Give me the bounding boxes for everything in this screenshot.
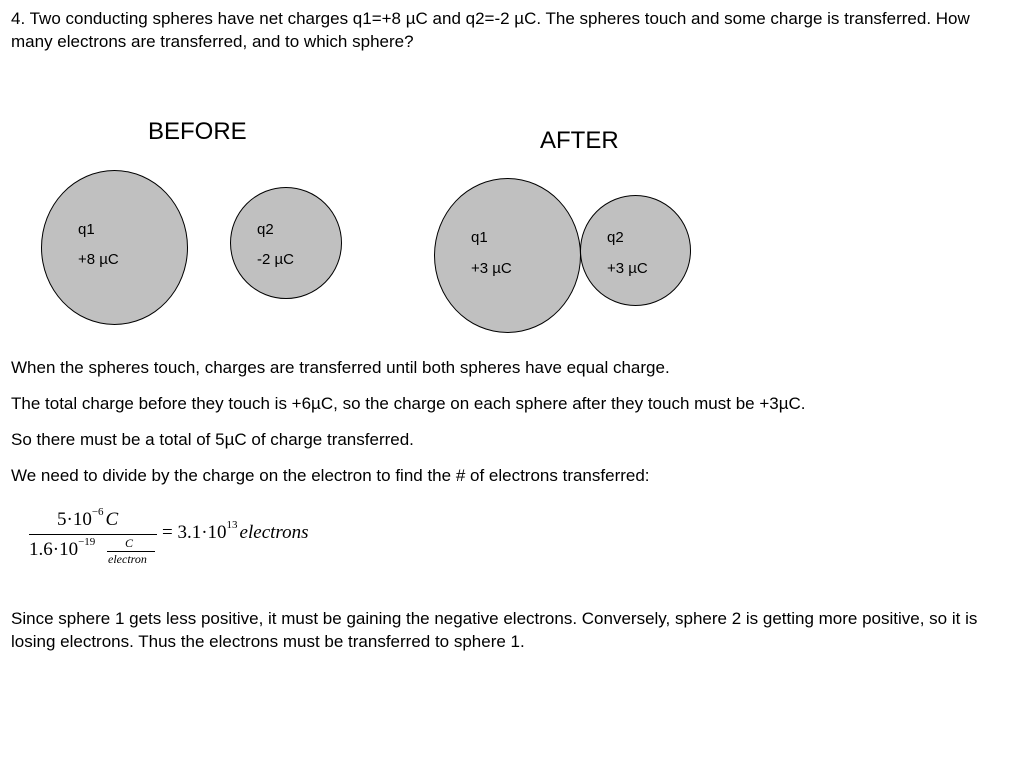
result-base: = 3.1·10: [162, 522, 227, 543]
after-q1-label: q1: [471, 229, 488, 246]
conclusion-text: Since sphere 1 gets less positive, it must be gaining the negative electrons. Conversely, sphere 2 is getting more positive, so it is losing electrons. Thus the electrons must be transferred to sphere 1.: [11, 609, 978, 651]
main-fraction-bar: [29, 534, 157, 535]
before-q2-label: q2: [257, 221, 274, 238]
after-sphere-q1: [434, 178, 581, 333]
before-sphere-q2: [230, 187, 342, 299]
question-text: 4. Two conducting spheres have net charges q1=+8 µC and q2=-2 µC. The spheres touch and some charge is transferred. How many electrons are transferred, and to which sphere?: [11, 9, 970, 51]
after-q2-charge: +3 µC: [607, 260, 648, 277]
after-q2-label: q2: [607, 229, 624, 246]
after-heading: AFTER: [540, 127, 619, 154]
after-q1-charge: +3 µC: [471, 260, 512, 277]
explanation-line-1: When the spheres touch, charges are transferred until both spheres have equal charge.: [11, 358, 670, 377]
explanation-line-2: The total charge before they touch is +6µC, so the charge on each sphere after they touch must be +3µC.: [11, 394, 806, 413]
explanation-line-4: We need to divide by the charge on the electron to find the # of electrons transferred:: [11, 466, 650, 485]
numerator-exponent: −6: [91, 506, 104, 518]
numerator-unit: C: [105, 509, 119, 530]
after-sphere-q2: [580, 195, 691, 306]
equation-denominator: [29, 536, 96, 561]
before-q1-label: q1: [78, 221, 95, 238]
equation-numerator: [57, 506, 119, 531]
denominator-exponent: −19: [78, 536, 96, 548]
before-q2-charge: -2 µC: [257, 251, 294, 268]
numerator-base: 5·10: [57, 509, 92, 530]
before-q1-charge: +8 µC: [78, 251, 119, 268]
result-unit: electrons: [239, 522, 309, 543]
result-exponent: 13: [226, 519, 238, 531]
equation-result: [162, 519, 309, 544]
before-sphere-q1: [41, 170, 188, 325]
unit-fraction-numerator: C: [125, 536, 134, 550]
unit-fraction-denominator: electron: [108, 552, 147, 566]
before-heading: BEFORE: [148, 118, 247, 145]
explanation-line-3: So there must be a total of 5µC of charge transferred.: [11, 430, 414, 449]
denominator-base: 1.6·10: [29, 539, 79, 560]
